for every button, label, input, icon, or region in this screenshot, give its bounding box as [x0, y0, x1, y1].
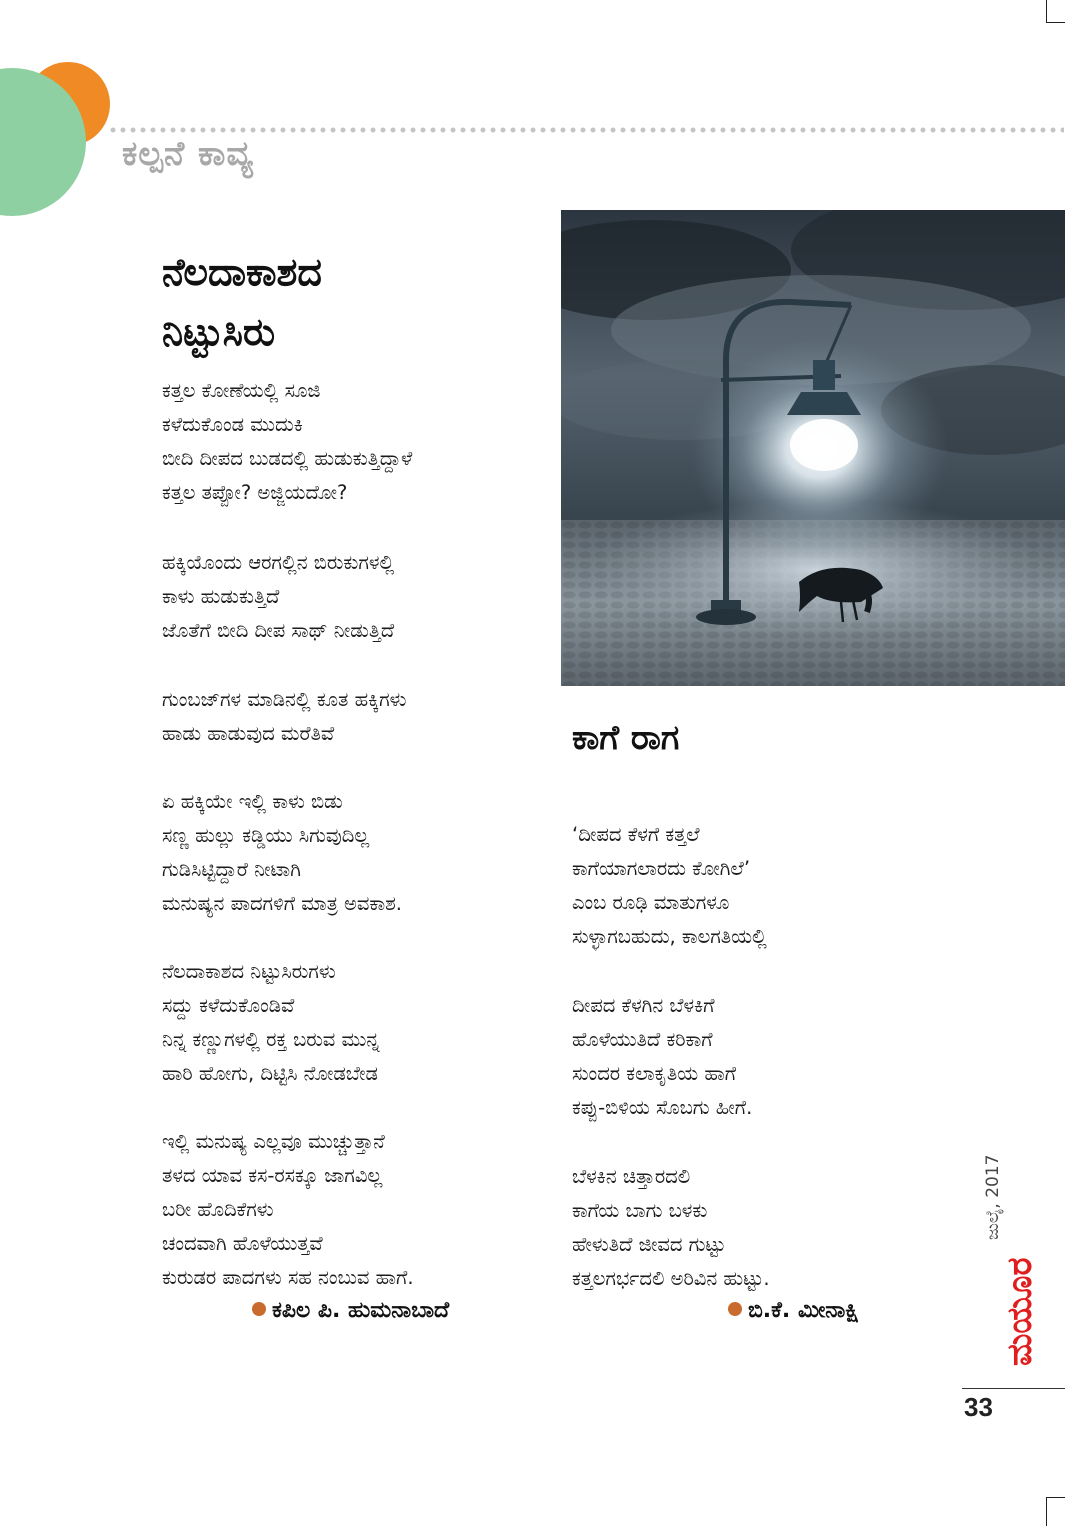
poem2-stanza-1	[572, 818, 767, 954]
poem1-title-line1: ನೆಲದಾಕಾಶದ	[162, 250, 322, 294]
poem-line: ಕಳೆದುಕೊಂಡ ಮುದುಕಿ	[162, 413, 303, 436]
poem-line: ಬರೀ ಹೊದಿಕೆಗಳು	[162, 1198, 274, 1221]
poem-line: ಸುಳ್ಳಾಗಬಹುದು, ಕಾಲಗತಿಯಲ್ಲಿ	[572, 925, 767, 948]
poem-line: ಹಾಡು ಹಾಡುವುದ ಮರೆತಿವೆ	[162, 722, 335, 745]
poem-line: ಕುರುಡರ ಪಾದಗಳು ಸಹ ನಂಬುವ ಹಾಗೆ.	[162, 1266, 414, 1289]
illustration-lamp-crow	[561, 210, 1065, 686]
page-number: 33	[964, 1392, 993, 1422]
poem-line: ಎಂಬ ರೂಢಿ ಮಾತುಗಳೂ	[572, 891, 730, 914]
poem1-author-name: ಕಪಿಲ ಪಿ. ಹುಮನಾಬಾದೆ	[272, 1298, 450, 1323]
poem-line: ಚಂದವಾಗಿ ಹೊಳೆಯುತ್ತವೆ	[162, 1232, 323, 1255]
poem1-title-line2: ನಿಟ್ಟುಸಿರು	[162, 310, 276, 354]
poem1-author	[252, 1298, 449, 1323]
poem2-stanza-2	[572, 989, 752, 1125]
section-label: ಕಲ್ಪನೆ ಕಾವ್ಯ	[122, 134, 254, 174]
poem-line: ತಳದ ಯಾವ ಕಸ-ರಸಕ್ಕೂ ಜಾಗವಿಲ್ಲ	[162, 1164, 383, 1187]
poem2-stanza-3	[572, 1160, 770, 1296]
poem1-stanza-4	[162, 785, 402, 921]
poem-line: ಹಕ್ಕಿಯೊಂದು ಆರಗಲ್ಲಿನ ಬಿರುಕುಗಳಲ್ಲಿ	[162, 551, 395, 574]
crop-mark-top	[1046, 0, 1065, 23]
poem-line: ಜೊತೆಗೆ ಬೀದಿ ದೀಪ ಸಾಥ್ ನೀಡುತ್ತಿದೆ	[162, 619, 395, 642]
poem-line: ಇಲ್ಲಿ ಮನುಷ್ಯ ಎಲ್ಲವೂ ಮುಚ್ಚುತ್ತಾನೆ	[162, 1130, 385, 1153]
poem-line: ನಿನ್ನ ಕಣ್ಣುಗಳಲ್ಲಿ ರಕ್ತ ಬರುವ ಮುನ್ನ	[162, 1028, 380, 1051]
poem-line: ಹೊಳೆಯುತಿದೆ ಕರಿಕಾಗೆ	[572, 1028, 713, 1051]
poem-line: ಸದ್ದು ಕಳೆದುಕೊಂಡಿವೆ	[162, 994, 295, 1017]
poem-line: ಏ ಹಕ್ಕಿಯೇ ಇಲ್ಲಿ ಕಾಳು ಬಿಡು	[162, 790, 343, 813]
poem2-title: ಕಾಗೆ ರಾಗ	[572, 718, 680, 758]
author-bullet	[728, 1302, 742, 1316]
poem-line: ಬೀದಿ ದೀಪದ ಬುಡದಲ್ಲಿ ಹುಡುಕುತ್ತಿದ್ದಾಳೆ	[162, 447, 413, 470]
poem2-author-name: ಬಿ.ಕೆ. ಮೀನಾಕ್ಷಿ	[748, 1298, 860, 1323]
poem-line: ಕಾಳು ಹುಡುಕುತ್ತಿದೆ	[162, 585, 280, 608]
poem-line: ದೀಪದ ಕೆಳಗಿನ ಬೆಳಕಿಗೆ	[572, 994, 715, 1017]
poem-line: ಗುಡಿಸಿಟ್ಟಿದ್ದಾರೆ ನೀಟಾಗಿ	[162, 858, 301, 881]
poem-line: ಗುಂಬಜ್‌ಗಳ ಮಾಡಿನಲ್ಲಿ ಕೂತ ಹಕ್ಕಿಗಳು	[162, 688, 407, 711]
poem-line: ಕತ್ತಲ ಕೋಣೆಯಲ್ಲಿ ಸೂಜಿ	[162, 379, 321, 402]
poem-line: ಕತ್ತಲಗರ್ಭದಲಿ ಅರಿವಿನ ಹುಟ್ಟು.	[572, 1267, 770, 1290]
issue-date: ಜುಲೈ, 2017	[983, 1154, 1003, 1240]
poem-line: ನೆಲದಾಕಾಶದ ನಿಟ್ಟುಸಿರುಗಳು	[162, 960, 336, 983]
poem1-stanza-1	[162, 374, 412, 510]
dotted-rule	[108, 127, 1064, 133]
poem1-stanza-6	[162, 1125, 414, 1295]
poem1-title	[162, 242, 322, 362]
poem-line: ಕಪ್ಪು-ಬಿಳಿಯ ಸೊಬಗು ಹೀಗೆ.	[572, 1096, 753, 1119]
poem1-stanza-3	[162, 683, 406, 751]
poem-line: ಸಣ್ಣ ಹುಲ್ಲು ಕಡ್ಡಿಯು ಸಿಗುವುದಿಲ್ಲ	[162, 824, 370, 847]
poem1-stanza-5	[162, 955, 380, 1091]
poem-line: ಹೇಳುತಿದೆ ಜೀವದ ಗುಟ್ಟು	[572, 1233, 726, 1256]
page-number-rule	[962, 1388, 1065, 1389]
magazine-name: ಮಯೂರ	[1000, 1257, 1040, 1366]
poem-line: ಮನುಷ್ಯನ ಪಾದಗಳಿಗೆ ಮಾತ್ರ ಅವಕಾಶ.	[162, 892, 402, 915]
poem-line: ‘ದೀಪದ ಕೆಳಗೆ ಕತ್ತಲೆ	[572, 823, 700, 846]
poem-line: ಸುಂದರ ಕಲಾಕೃತಿಯ ಹಾಗೆ	[572, 1062, 737, 1085]
author-bullet	[252, 1302, 266, 1316]
poem-line: ಕಾಗೆಯಾಗಲಾರದು ಕೋಗಿಲೆ’	[572, 857, 751, 880]
poem-line: ಹಾರಿ ಹೋಗು, ದಿಟ್ಟಿಸಿ ನೋಡಬೇಡ	[162, 1062, 378, 1085]
poem2-author	[728, 1298, 859, 1323]
crop-mark-bottom	[1046, 1497, 1065, 1526]
poem-line: ಕತ್ತಲ ತಪ್ಪೋ? ಅಜ್ಜಿಯದೋ?	[162, 481, 348, 504]
poem-line: ಬೆಳಕಿನ ಚಿತ್ತಾರದಲಿ	[572, 1165, 691, 1188]
poem-line: ಕಾಗೆಯ ಬಾಗು ಬಳಕು	[572, 1199, 708, 1222]
poem1-stanza-2	[162, 546, 394, 648]
